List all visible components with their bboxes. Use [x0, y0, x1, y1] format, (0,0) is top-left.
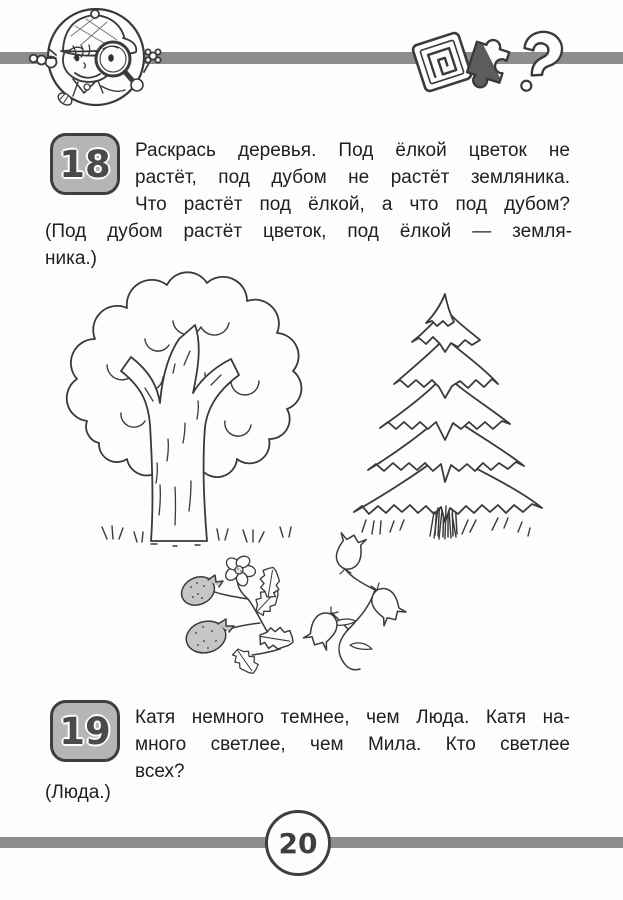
- task-19-text: [135, 704, 570, 785]
- task-text-line: ника.): [45, 248, 98, 269]
- task-text-line: Раскрась деревья. Под ёлкой цветок не: [135, 140, 570, 161]
- page-number: 20: [278, 826, 318, 860]
- fir-tree-illustration: [342, 288, 557, 540]
- oak-tree-illustration: [55, 253, 320, 551]
- bellflower-illustration: [293, 533, 443, 675]
- task-18-number: 18: [59, 142, 111, 186]
- task-text-line: (Под дубом растёт цветок, под ёлкой — земля-: [45, 221, 572, 242]
- page-number-circle: [265, 810, 331, 876]
- task-18-badge: [50, 133, 120, 195]
- task-text-line: растёт, под дубом не растёт земляника.: [135, 167, 570, 188]
- task-text-line: (Люда.): [45, 782, 111, 803]
- task-text-line: Катя немного темнее, чем Люда. Катя на-: [135, 707, 570, 728]
- logo-flower: [144, 49, 161, 72]
- bellflower-sepals: [331, 569, 379, 614]
- header-icons: [405, 22, 570, 102]
- bellflower-bloom: [303, 532, 406, 651]
- bellflower-stem: [332, 569, 375, 670]
- task-text-line: всех?: [135, 761, 185, 782]
- task-18-text: [135, 137, 570, 218]
- strawberry-plant-illustration: [168, 553, 300, 668]
- logo-eye: [75, 55, 80, 62]
- maze-icon: [412, 32, 472, 92]
- strawberry-berry: [177, 572, 223, 611]
- task-19-badge: [50, 700, 120, 762]
- detective-kid-logo: [25, 0, 185, 120]
- question-mark-icon: [519, 29, 565, 95]
- strawberry-flower: [223, 554, 256, 587]
- strawberry-berry: [183, 617, 234, 657]
- task-text-line: много светлее, чем Мила. Кто светлее: [135, 734, 570, 755]
- task-19-number: 19: [59, 709, 111, 753]
- fir-branches: [354, 294, 542, 522]
- task-19-answer: [45, 779, 572, 806]
- task-text-line: Что растёт под ёлкой, а что под дубом?: [135, 194, 570, 215]
